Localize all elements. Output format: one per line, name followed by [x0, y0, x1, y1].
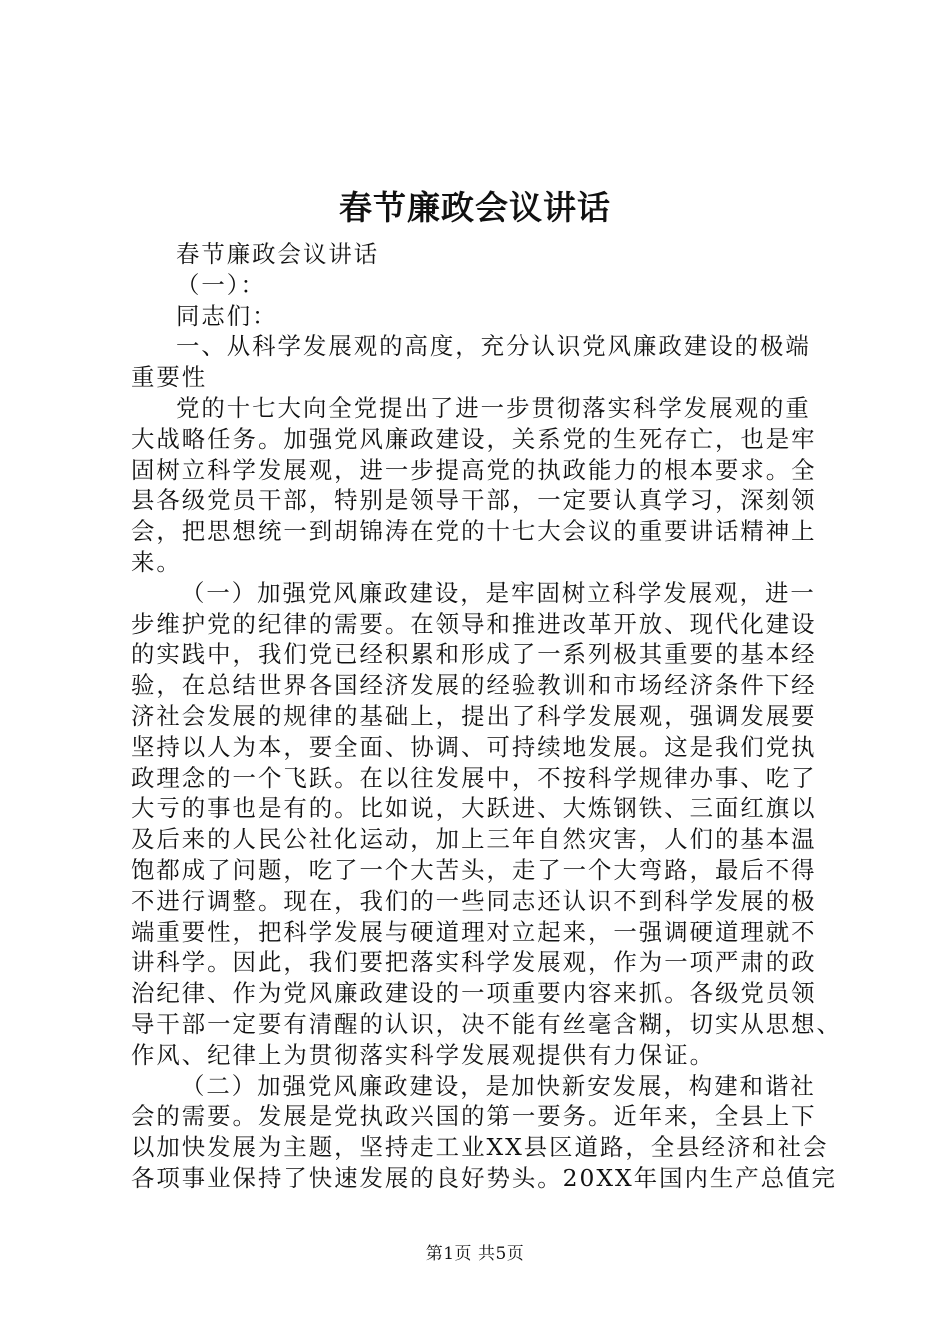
- text-line: 治纪律、作为党风廉政建设的一项重要内容来抓。各级党员领: [131, 979, 817, 1008]
- text-line: 县各级党员干部，特别是领导干部，一定要认真学习，深刻领: [131, 486, 817, 515]
- text-line: 同志们：: [176, 301, 278, 330]
- text-line: 党的十七大向全党提出了进一步贯彻落实科学发展观的重: [176, 393, 811, 422]
- document-title: 春节廉政会议讲话: [339, 188, 611, 227]
- text-line: 济社会发展的规律的基础上，提出了科学发展观，强调发展要: [131, 701, 817, 730]
- text-line: 饱都成了问题，吃了一个大苦头，走了一个大弯路，最后不得: [131, 855, 817, 884]
- text-line: 来。: [131, 547, 182, 576]
- document-body: [131, 239, 842, 1194]
- text-line: 春节廉政会议讲话: [176, 240, 380, 268]
- text-line: 步维护党的纪律的需要。在领导和推进改革开放、现代化建设: [131, 609, 817, 638]
- text-line: （一）：: [176, 270, 266, 299]
- text-line: 固树立科学发展观，进一步提高党的执政能力的根本要求。全: [131, 455, 817, 484]
- text-line: 重要性: [131, 363, 208, 392]
- text-line: 政理念的一个飞跃。在以往发展中，不按科学规律办事、吃了: [131, 763, 817, 792]
- text-line: （二）加强党风廉政建设，是加快新安发展，构建和谐社: [181, 1071, 816, 1100]
- text-line: 大亏的事也是有的。比如说，大跃进、大炼钢铁、三面红旗以: [131, 794, 817, 823]
- text-line: 端重要性，把科学发展与硬道理对立起来，一强调硬道理就不: [131, 917, 817, 946]
- text-line: 各项事业保持了快速发展的良好势头。20XX年国内生产总值完: [131, 1163, 837, 1192]
- text-line: 会的需要。发展是党执政兴国的第一要务。近年来，全县上下: [131, 1102, 817, 1131]
- text-line: 的实践中，我们党已经积累和形成了一系列极其重要的基本经: [131, 640, 817, 669]
- text-line: 一、从科学发展观的高度，充分认识党风廉政建设的极端: [176, 332, 811, 361]
- text-line: 及后来的人民公社化运动，加上三年自然灾害，人们的基本温: [131, 825, 817, 854]
- text-line: 不进行调整。现在，我们的一些同志还认识不到科学发展的极: [131, 886, 817, 915]
- text-line: 坚持以人为本，要全面、协调、可持续地发展。这是我们党执: [131, 732, 817, 761]
- text-line: 作风、纪律上为贯彻落实科学发展观提供有力保证。: [131, 1040, 715, 1069]
- text-line: 会，把思想统一到胡锦涛在党的十七大会议的重要讲话精神上: [131, 517, 817, 546]
- page-footer: 第1页 共5页: [425, 1244, 525, 1264]
- text-line: 大战略任务。加强党风廉政建设，关系党的生死存亡，也是牢: [131, 424, 817, 453]
- text-line: 讲科学。因此，我们要把落实科学发展观，作为一项严肃的政: [131, 948, 817, 977]
- text-line: 以加快发展为主题，坚持走工业XX县区道路，全县经济和社会: [131, 1133, 829, 1162]
- text-line: 导干部一定要有清醒的认识，决不能有丝毫含糊，切实从思想、: [131, 1009, 842, 1038]
- text-line: （一）加强党风廉政建设，是牢固树立科学发展观，进一: [181, 578, 816, 607]
- text-line: 验，在总结世界各国经济发展的经验教训和市场经济条件下经: [131, 671, 817, 700]
